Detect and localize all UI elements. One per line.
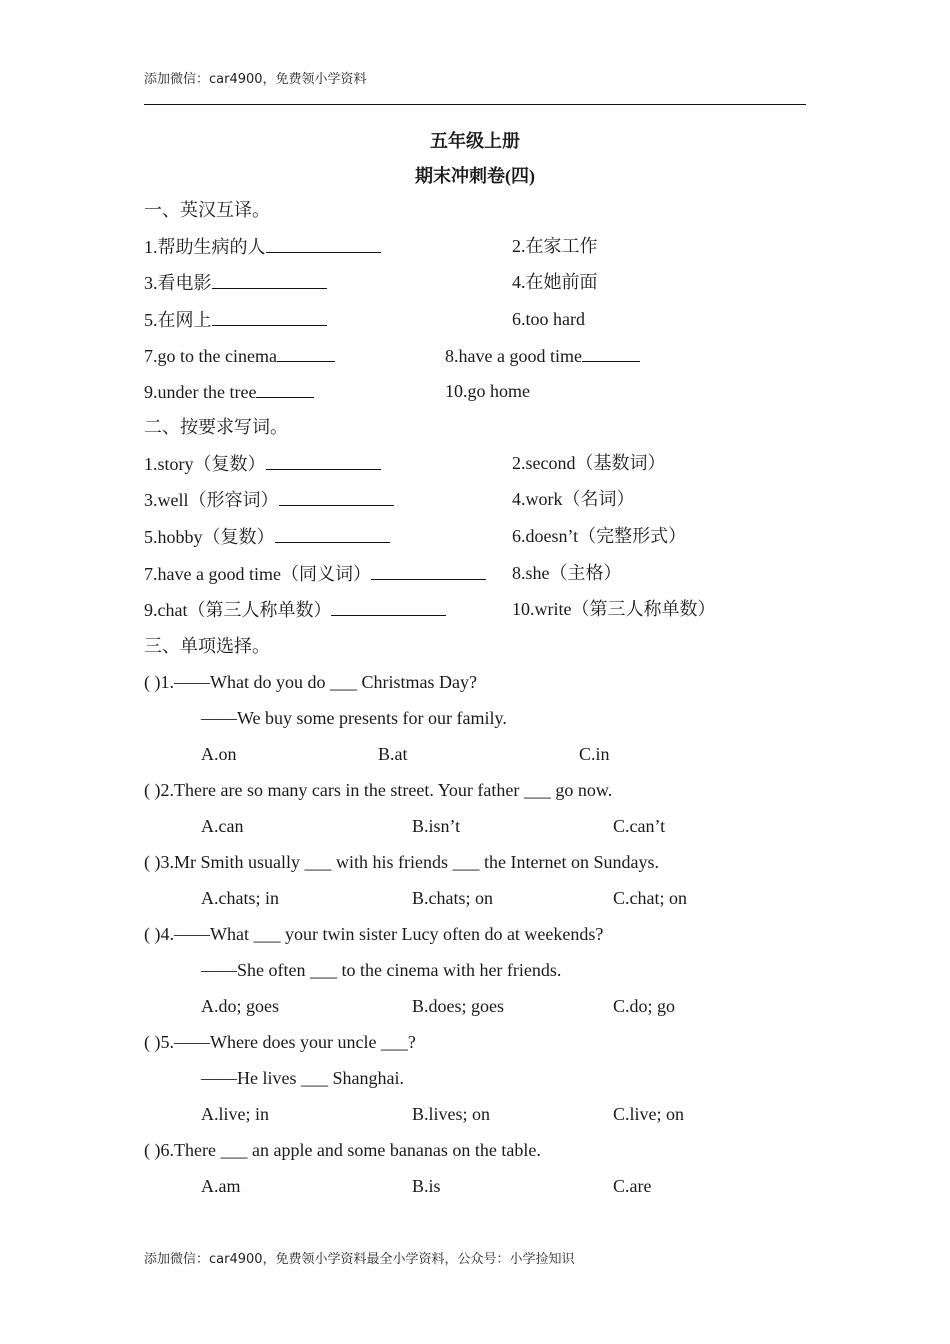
question-4-reply: ——She often ___ to the cinema with her friends. [201,960,562,980]
answer-bracket[interactable]: ( ) [144,1140,161,1160]
question-5-reply: ——He lives ___ Shanghai. [201,1068,404,1088]
s2-item-7: 7.have a good time（同义词） [144,562,486,585]
answer-bracket[interactable]: ( ) [144,780,161,800]
answer-bracket[interactable]: ( ) [144,924,161,944]
option-a: A.chats; in [201,888,279,908]
page-title: 五年级上册 [430,131,520,151]
s2-item-9: 9.chat（第三人称单数） [144,598,446,621]
answer-blank[interactable] [277,344,335,362]
option-b: B.chats; on [412,888,493,908]
s1-item-9: 9.under the tree [144,380,314,403]
answer-blank[interactable] [266,235,381,253]
page-subtitle: 期末冲刺卷(四) [415,166,535,186]
section1-heading: 一、英汉互译。 [144,200,270,220]
footer-note: 添加微信：car4900，免费领小学资料最全小学资料，公众号：小学捡知识 [144,1252,575,1267]
option-b: B.does; goes [412,996,504,1016]
option-c: C.can’t [613,816,666,836]
question-6: ( )6.There ___ an apple and some bananas on the table. [144,1140,541,1160]
answer-bracket[interactable]: ( ) [144,672,161,692]
answer-blank[interactable] [279,488,394,506]
s1-item-2: 2.在家工作 [512,236,598,256]
s2-item-1: 1.story（复数） [144,452,381,475]
s1-item-4: 4.在她前面 [512,272,598,292]
s2-item-8: 8.she（主格） [512,563,622,583]
answer-bracket[interactable]: ( ) [144,852,161,872]
question-3: ( )3.Mr Smith usually ___ with his friends ___ the Internet on Sundays. [144,852,659,872]
question-1-reply: ——We buy some presents for our family. [201,708,507,728]
question-4: ( )4.——What ___ your twin sister Lucy often do at weekends? [144,924,604,944]
s1-item-3: 3.看电影 [144,271,327,294]
s2-item-6: 6.doesn’t（完整形式） [512,526,687,546]
answer-blank[interactable] [212,308,327,326]
option-a: A.on [201,744,237,764]
s2-item-2: 2.second（基数词） [512,453,666,473]
header-note: 添加微信：car4900，免费领小学资料 [144,72,367,87]
option-a: A.live; in [201,1104,269,1124]
s2-item-3: 3.well（形容词） [144,488,394,511]
answer-blank[interactable] [371,562,486,580]
answer-blank[interactable] [256,380,314,398]
section2-heading: 二、按要求写词。 [144,417,288,437]
option-c: C.do; go [613,996,676,1016]
option-c: C.in [579,744,610,764]
s1-item-10: 10.go home [445,381,530,401]
section3-heading: 三、单项选择。 [144,636,270,656]
header-divider [144,104,806,105]
answer-blank[interactable] [266,452,381,470]
option-b: B.lives; on [412,1104,491,1124]
s2-item-5: 5.hobby（复数） [144,525,390,548]
answer-bracket[interactable]: ( ) [144,1032,161,1052]
option-a: A.am [201,1176,241,1196]
s1-item-6: 6.too hard [512,309,585,329]
option-c: C.live; on [613,1104,684,1124]
s1-item-5: 5.在网上 [144,308,327,331]
option-b: B.at [378,744,408,764]
answer-blank[interactable] [582,344,640,362]
option-b: B.isn’t [412,816,461,836]
s1-item-1: 1.帮助生病的人 [144,235,381,258]
option-c: C.chat; on [613,888,687,908]
answer-blank[interactable] [331,598,446,616]
answer-blank[interactable] [275,525,390,543]
answer-blank[interactable] [212,271,327,289]
s2-item-4: 4.work（名词） [512,489,635,509]
s2-item-10: 10.write（第三人称单数） [512,599,716,619]
option-b: B.is [412,1176,441,1196]
s1-item-7: 7.go to the cinema [144,344,335,367]
option-a: A.do; goes [201,996,279,1016]
option-c: C.are [613,1176,652,1196]
question-5: ( )5.——Where does your uncle ___? [144,1032,416,1052]
question-2: ( )2.There are so many cars in the street. Your father ___ go now. [144,780,613,800]
question-1: ( )1.——What do you do ___ Christmas Day? [144,672,477,692]
option-a: A.can [201,816,244,836]
s1-item-8: 8.have a good time [445,344,640,367]
